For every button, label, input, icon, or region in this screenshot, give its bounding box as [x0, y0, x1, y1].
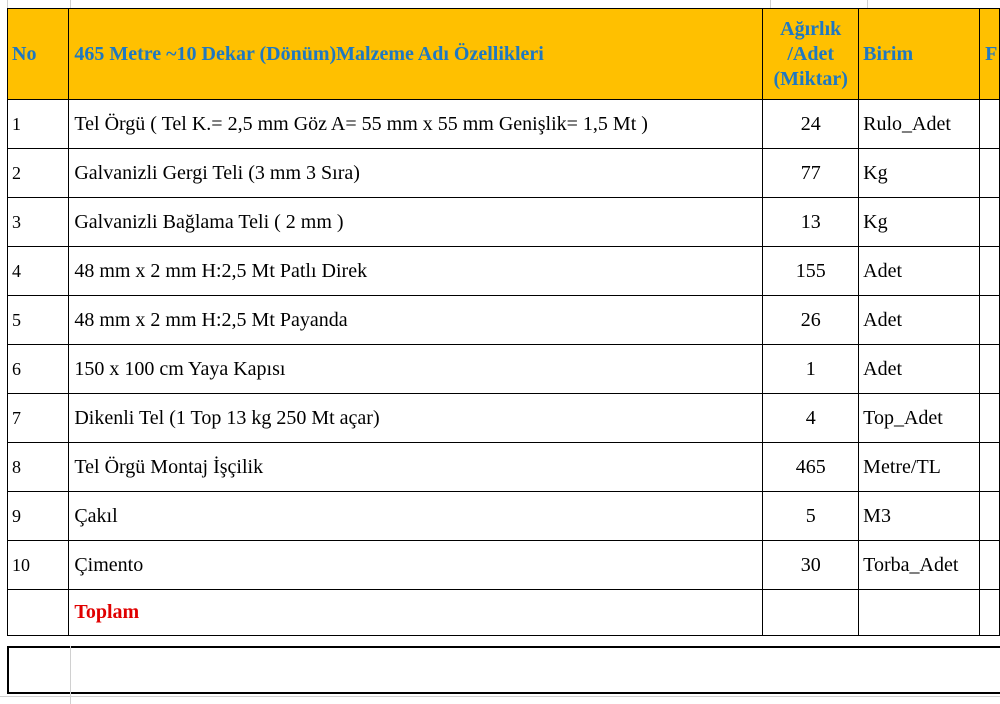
header-quantity-line3: (Miktar): [773, 67, 848, 90]
materials-table: [7, 8, 1000, 636]
table-row: [8, 541, 1000, 590]
cell-no[interactable]: [8, 590, 69, 636]
cell-unit[interactable]: Kg: [859, 198, 980, 247]
cell-extra[interactable]: [980, 590, 1000, 636]
cell-extra[interactable]: [980, 247, 1000, 296]
cell-quantity[interactable]: 155: [763, 247, 859, 296]
cell-material[interactable]: Çakıl: [69, 492, 763, 541]
cell-extra[interactable]: [980, 345, 1000, 394]
cell-unit[interactable]: Adet: [859, 296, 980, 345]
gridline: [70, 0, 71, 8]
cell-no[interactable]: 1: [8, 100, 69, 149]
cell-quantity[interactable]: 30: [763, 541, 859, 590]
cell-no[interactable]: 10: [8, 541, 69, 590]
total-row: [8, 590, 1000, 636]
cell-material[interactable]: Çimento: [69, 541, 763, 590]
header-no[interactable]: No: [8, 9, 69, 100]
table-row: [8, 247, 1000, 296]
cell-unit[interactable]: Metre/TL: [859, 443, 980, 492]
cell-unit[interactable]: Torba_Adet: [859, 541, 980, 590]
table-row: [8, 492, 1000, 541]
header-quantity-line1: Ağırlık: [780, 17, 842, 40]
cell-quantity[interactable]: 77: [763, 149, 859, 198]
cell-no[interactable]: 4: [8, 247, 69, 296]
cell-material[interactable]: Dikenli Tel (1 Top 13 kg 250 Mt açar): [69, 394, 763, 443]
cell-extra[interactable]: [980, 149, 1000, 198]
table-row: [8, 443, 1000, 492]
gridline: [7, 0, 8, 8]
header-quantity-line2: /Adet: [787, 42, 835, 65]
cell-no[interactable]: 2: [8, 149, 69, 198]
table-row: [8, 345, 1000, 394]
cell-material[interactable]: 150 x 100 cm Yaya Kapısı: [69, 345, 763, 394]
gridline: [770, 0, 771, 8]
cell-material[interactable]: Tel Örgü ( Tel K.= 2,5 mm Göz A= 55 mm x 55 mm Genişlik= 1,5 Mt ): [69, 100, 763, 149]
cell-extra[interactable]: [980, 443, 1000, 492]
cell-no[interactable]: 3: [8, 198, 69, 247]
cell-extra[interactable]: [980, 394, 1000, 443]
cell-material[interactable]: Galvanizli Bağlama Teli ( 2 mm ): [69, 198, 763, 247]
header-row: [8, 9, 1000, 100]
header-quantity[interactable]: [763, 9, 859, 100]
total-unit[interactable]: [859, 590, 980, 636]
cell-quantity[interactable]: 1: [763, 345, 859, 394]
cell-no[interactable]: 8: [8, 443, 69, 492]
table-row: [8, 100, 1000, 149]
cell-no[interactable]: 7: [8, 394, 69, 443]
table-row: [8, 296, 1000, 345]
cell-unit[interactable]: Rulo_Adet: [859, 100, 980, 149]
selected-row-band[interactable]: [7, 646, 1000, 694]
header-unit[interactable]: Birim: [859, 9, 980, 100]
gridline: [0, 696, 1000, 697]
cell-quantity[interactable]: 4: [763, 394, 859, 443]
cell-quantity[interactable]: 26: [763, 296, 859, 345]
total-quantity[interactable]: [763, 590, 859, 636]
cell-no[interactable]: 9: [8, 492, 69, 541]
cell-no[interactable]: 5: [8, 296, 69, 345]
header-material[interactable]: 465 Metre ~10 Dekar (Dönüm)Malzeme Adı Özellikleri: [69, 9, 763, 100]
cell-extra[interactable]: [980, 541, 1000, 590]
table-row: [8, 149, 1000, 198]
cell-quantity[interactable]: 465: [763, 443, 859, 492]
table-row: [8, 198, 1000, 247]
cell-extra[interactable]: [980, 100, 1000, 149]
cell-extra[interactable]: [980, 198, 1000, 247]
cell-unit[interactable]: M3: [859, 492, 980, 541]
cell-unit[interactable]: Kg: [859, 149, 980, 198]
cell-unit[interactable]: Adet: [859, 345, 980, 394]
cell-material[interactable]: Tel Örgü Montaj İşçilik: [69, 443, 763, 492]
cell-material[interactable]: 48 mm x 2 mm H:2,5 Mt Patlı Direk: [69, 247, 763, 296]
cell-extra[interactable]: [980, 492, 1000, 541]
cell-quantity[interactable]: 24: [763, 100, 859, 149]
cell-unit[interactable]: Adet: [859, 247, 980, 296]
cell-material[interactable]: Galvanizli Gergi Teli (3 mm 3 Sıra): [69, 149, 763, 198]
cell-quantity[interactable]: 5: [763, 492, 859, 541]
cell-unit[interactable]: Top_Adet: [859, 394, 980, 443]
cell-quantity[interactable]: 13: [763, 198, 859, 247]
cell-extra[interactable]: [980, 296, 1000, 345]
gridline: [867, 0, 868, 8]
table-row: [8, 394, 1000, 443]
total-label[interactable]: Toplam: [69, 590, 763, 636]
cell-material[interactable]: 48 mm x 2 mm H:2,5 Mt Payanda: [69, 296, 763, 345]
header-extra[interactable]: F: [980, 9, 1000, 100]
cell-no[interactable]: 6: [8, 345, 69, 394]
